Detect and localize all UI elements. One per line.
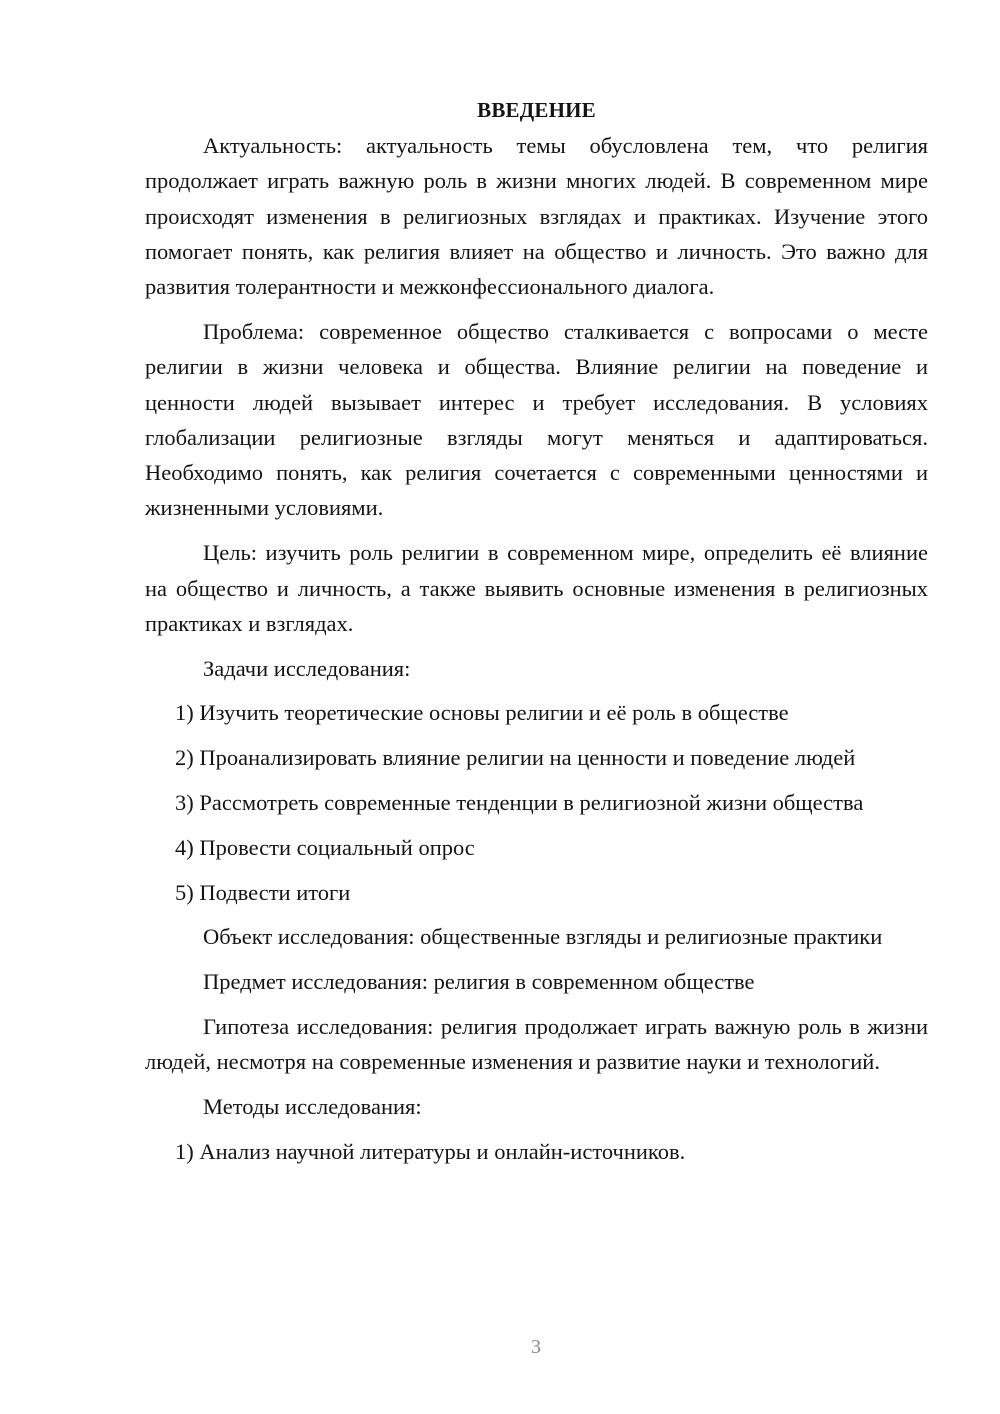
problem-paragraph: Проблема: современное общество сталкивается с вопросами о месте религии в жизни человека и общества. Влияние религии на поведение и ценности людей вызывает интерес и требует исследования. В условиях глобализации религиозные взгляды могут меняться и адаптироваться. Необходимо понять, как религия сочетается с современными ценностями и жизненными условиями. xyxy=(145,318,928,521)
task-item-4: 4) Провести социальный опрос xyxy=(175,834,475,860)
task-item-5: 5) Подвести итоги xyxy=(175,879,351,905)
goal-paragraph: Цель: изучить роль религии в современном мире, определить её влияние на общество и личность, а также выявить основные изменения в религиозных практиках и взглядах. xyxy=(145,540,928,636)
object-paragraph: Объект исследования: общественные взгляды и религиозные практики xyxy=(203,924,883,950)
page-number: 3 xyxy=(531,1336,541,1358)
hypothesis-paragraph: Гипотеза исследования: религия продолжает играть важную роль в жизни людей, несмотря на современные изменения и развитие науки и технологий. xyxy=(145,1014,928,1075)
subject-paragraph: Предмет исследования: религия в современном обществе xyxy=(203,969,755,995)
task-item-2: 2) Проанализировать влияние религии на ценности и поведение людей xyxy=(175,745,856,771)
methods-heading: Методы исследования: xyxy=(203,1094,422,1120)
method-item-1: 1) Анализ научной литературы и онлайн-источников. xyxy=(175,1138,686,1164)
task-item-3: 3) Рассмотреть современные тенденции в религиозной жизни общества xyxy=(175,790,864,816)
relevance-paragraph: Актуальность: актуальность темы обусловлена тем, что религия продолжает играть важную роль в жизни многих людей. В современном мире происходят изменения в религиозных взглядах и практиках. Изучение этого помогает понять, как религия влияет на общество и личность. Это важно для развития толерантности и межконфессионального диалога. xyxy=(145,133,928,300)
tasks-heading: Задачи исследования: xyxy=(203,655,411,681)
page-content xyxy=(145,93,928,1179)
task-item-1: 1) Изучить теоретические основы религии и её роль в обществе xyxy=(175,700,789,726)
page-title: ВВЕДЕНИЕ xyxy=(477,98,596,122)
